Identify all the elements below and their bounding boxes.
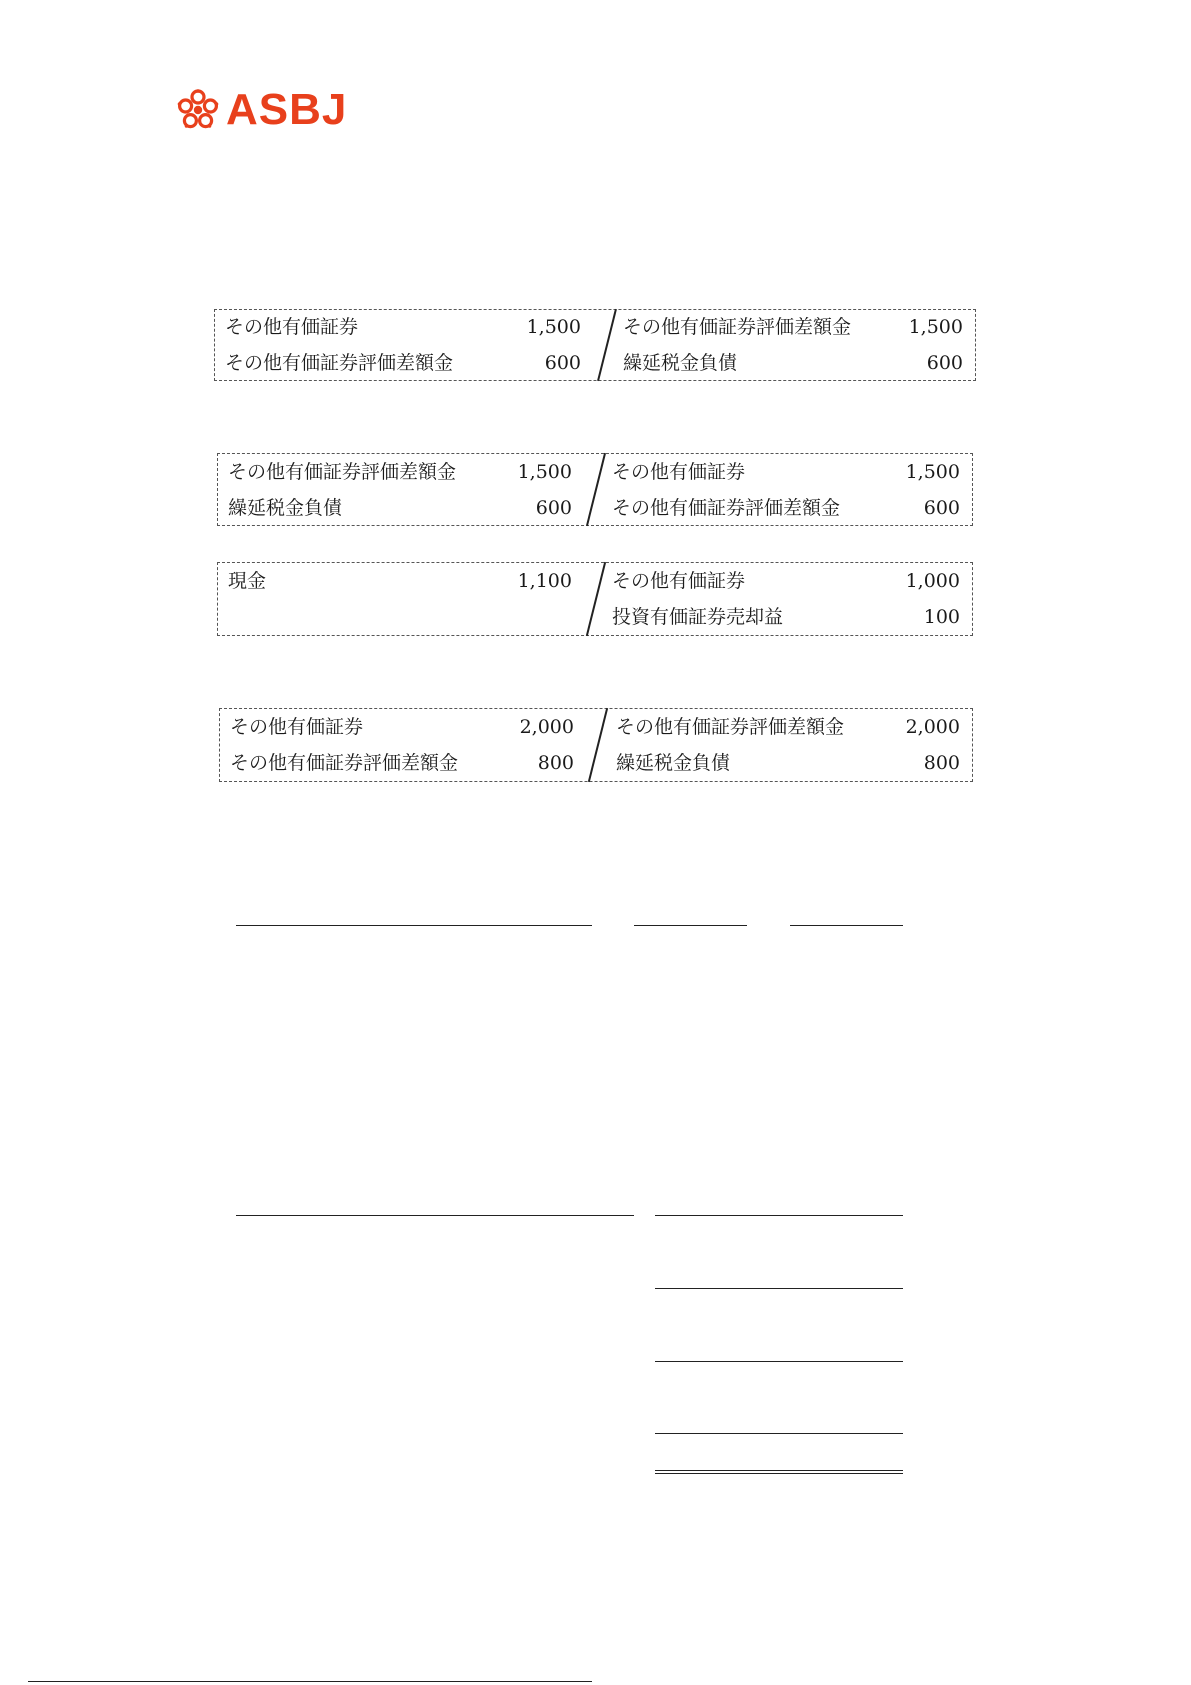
journal-line bbox=[225, 312, 581, 342]
journal-line bbox=[616, 712, 960, 742]
amount: 600 bbox=[535, 497, 572, 519]
account-name: その他有価証券評価差額金 bbox=[616, 716, 845, 738]
table-header-rule bbox=[655, 1215, 903, 1216]
amount: 800 bbox=[537, 752, 574, 774]
amount: 2,000 bbox=[905, 716, 960, 738]
total-double-rule bbox=[655, 1470, 903, 1474]
table-header-rule bbox=[236, 925, 592, 926]
subtotal-rule bbox=[655, 1288, 903, 1289]
table-header-rule bbox=[236, 1215, 634, 1216]
credit-side bbox=[602, 454, 972, 525]
journal-entry bbox=[214, 309, 976, 381]
amount: 600 bbox=[926, 352, 963, 374]
account-name: その他有価証券評価差額金 bbox=[623, 316, 852, 338]
account-name: 繰延税金負債 bbox=[228, 497, 343, 519]
journal-line bbox=[612, 493, 960, 523]
account-name: その他有価証券 bbox=[612, 461, 746, 483]
subtotal-rule bbox=[655, 1361, 903, 1362]
debit-side bbox=[220, 709, 586, 781]
credit-side bbox=[606, 709, 972, 781]
journal-line bbox=[228, 493, 572, 523]
account-name: その他有価証券 bbox=[230, 716, 364, 738]
account-name: 繰延税金負債 bbox=[616, 752, 731, 774]
asbj-emblem-icon bbox=[176, 88, 220, 132]
journal-line bbox=[612, 566, 960, 596]
account-name: 現金 bbox=[228, 570, 267, 592]
amount: 600 bbox=[923, 497, 960, 519]
journal-line bbox=[230, 748, 574, 778]
asbj-logo bbox=[176, 85, 348, 134]
journal-line bbox=[623, 348, 963, 378]
journal-line bbox=[623, 312, 963, 342]
account-name: その他有価証券 bbox=[225, 316, 359, 338]
journal-line bbox=[616, 748, 960, 778]
amount: 800 bbox=[923, 752, 960, 774]
amount: 2,000 bbox=[519, 716, 574, 738]
journal-entry bbox=[219, 708, 973, 782]
debit-side bbox=[218, 454, 584, 525]
journal-line bbox=[228, 566, 572, 596]
account-name: 繰延税金負債 bbox=[623, 352, 738, 374]
account-name: その他有価証券評価差額金 bbox=[612, 497, 841, 519]
account-name: その他有価証券評価差額金 bbox=[225, 352, 454, 374]
amount: 1,000 bbox=[905, 570, 960, 592]
journal-line bbox=[230, 712, 574, 742]
journal-line bbox=[612, 602, 960, 632]
amount: 1,500 bbox=[908, 316, 963, 338]
amount: 1,100 bbox=[517, 570, 572, 592]
amount: 1,500 bbox=[905, 461, 960, 483]
account-name: その他有価証券 bbox=[612, 570, 746, 592]
account-name: その他有価証券評価差額金 bbox=[228, 461, 457, 483]
account-name: 投資有価証券売却益 bbox=[612, 606, 784, 628]
logo-text: ASBJ bbox=[226, 85, 348, 134]
amount: 100 bbox=[923, 606, 960, 628]
subtotal-rule bbox=[655, 1433, 903, 1434]
journal-line bbox=[228, 457, 572, 487]
table-header-rule bbox=[790, 925, 903, 926]
footnote-separator bbox=[28, 1681, 592, 1682]
debit-side bbox=[215, 310, 593, 380]
journal-entry bbox=[217, 453, 973, 526]
amount: 1,500 bbox=[517, 461, 572, 483]
journal-entry bbox=[217, 562, 973, 636]
amount: 600 bbox=[544, 352, 581, 374]
table-header-rule bbox=[634, 925, 747, 926]
journal-line bbox=[225, 348, 581, 378]
debit-side bbox=[218, 563, 584, 635]
journal-line bbox=[612, 457, 960, 487]
credit-side bbox=[613, 310, 975, 380]
amount: 1,500 bbox=[526, 316, 581, 338]
credit-side bbox=[602, 563, 972, 635]
account-name: その他有価証券評価差額金 bbox=[230, 752, 459, 774]
